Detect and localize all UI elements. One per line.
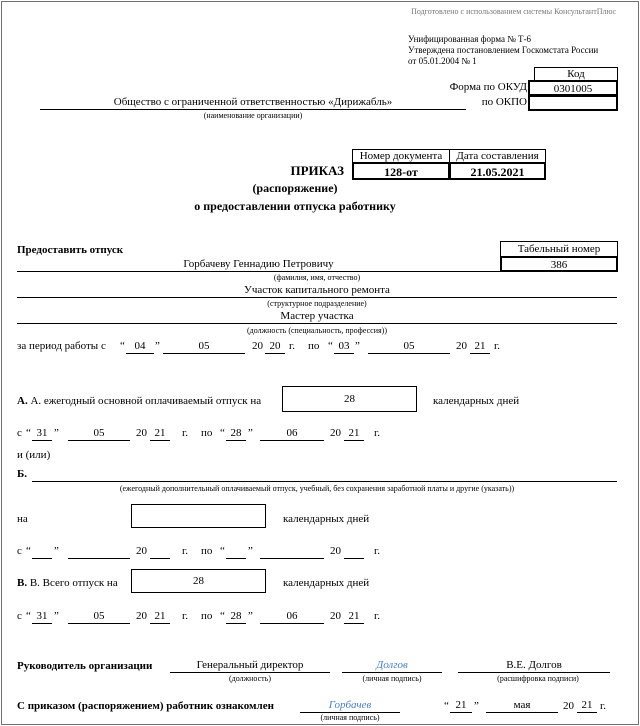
head-signature-caption: (личная подпись) bbox=[362, 674, 422, 683]
close-quote: ” bbox=[355, 340, 360, 352]
section-v-to-year: 21 bbox=[344, 610, 364, 624]
section-b-label: Б. bbox=[17, 468, 28, 480]
employee-department: Участок капитального ремонта bbox=[17, 284, 617, 298]
section-a-from-year-prefix: 20 bbox=[136, 427, 147, 439]
grant-label: Предоставить отпуск bbox=[17, 244, 124, 256]
open-quote: “ bbox=[444, 700, 449, 712]
close-quote: ” bbox=[155, 340, 160, 352]
section-v-from-year: 21 bbox=[150, 610, 170, 624]
section-a-days: 28 bbox=[282, 386, 417, 412]
open-quote: “ bbox=[220, 545, 225, 557]
tab-number-header: Табельный номер bbox=[500, 241, 618, 257]
form-header-line2: Утверждена постановлением Госкомстата России bbox=[408, 45, 599, 55]
okpo-label: по ОКПО bbox=[481, 96, 527, 108]
doc-number-header: Номер документа bbox=[352, 149, 450, 163]
okud-label: Форма по ОКУД bbox=[449, 81, 527, 93]
employee-name-caption: (фамилия, имя, отчество) bbox=[273, 273, 361, 282]
order-date: 21.05.2021 bbox=[449, 162, 546, 180]
section-b-to-month bbox=[260, 545, 324, 559]
work-to-year-prefix: 20 bbox=[456, 340, 467, 352]
work-from-year: 20 bbox=[265, 340, 285, 354]
section-b-to-day bbox=[226, 545, 246, 559]
open-quote: “ bbox=[220, 427, 225, 439]
acquainted-signature-caption: (личная подпись) bbox=[320, 713, 380, 722]
employee-name: Горбачеву Геннадию Петровичу bbox=[17, 258, 500, 272]
section-b-to-year bbox=[344, 545, 364, 559]
section-v-to-label: по bbox=[201, 610, 213, 622]
section-b-from-label: с bbox=[17, 545, 22, 557]
section-b-from-year bbox=[150, 545, 170, 559]
section-v-days-label: календарных дней bbox=[283, 577, 370, 589]
work-from-year-prefix: 20 bbox=[252, 340, 263, 352]
kod-header: Код bbox=[534, 67, 618, 81]
head-label: Руководитель организации bbox=[17, 660, 153, 672]
section-a-to-year: 21 bbox=[344, 427, 364, 441]
head-decoding-caption: (расшифровка подписи) bbox=[497, 674, 579, 683]
form-header-line1: Унифицированная форма № Т-6 bbox=[408, 34, 532, 44]
work-period-label: за период работы с bbox=[17, 340, 106, 352]
work-to-year-suffix: г. bbox=[494, 340, 501, 352]
section-a-to-year-prefix: 20 bbox=[330, 427, 341, 439]
close-quote: ” bbox=[474, 700, 479, 712]
employee-position: Мастер участка bbox=[17, 310, 617, 324]
head-position: Генеральный директор bbox=[170, 659, 330, 673]
acquainted-label: С приказом (распоряжением) работник ознакомлен bbox=[17, 700, 274, 712]
section-v-to-day: 28 bbox=[226, 610, 246, 624]
section-b-from-day bbox=[32, 545, 52, 559]
acquainted-year-suffix: г. bbox=[600, 700, 607, 712]
section-v-from-year-suffix: г. bbox=[182, 610, 189, 622]
open-quote: “ bbox=[220, 610, 225, 622]
work-from-month: 05 bbox=[163, 340, 245, 354]
open-quote: “ bbox=[26, 545, 31, 557]
department-caption: (структурное подразделение) bbox=[267, 299, 367, 308]
acquainted-signature: Горбачев bbox=[300, 699, 400, 713]
close-quote: ” bbox=[54, 610, 59, 622]
section-a-from-year: 21 bbox=[150, 427, 170, 441]
section-v-from-label: с bbox=[17, 610, 22, 622]
section-v-label: В. В. Всего отпуск на bbox=[17, 577, 118, 589]
section-v-text: В. Всего отпуск на bbox=[29, 577, 118, 589]
section-a-to-label: по bbox=[201, 427, 213, 439]
close-quote: ” bbox=[248, 427, 253, 439]
okpo-value bbox=[528, 95, 618, 111]
section-b-days-label: календарных дней bbox=[283, 513, 370, 525]
open-quote: “ bbox=[26, 427, 31, 439]
order-about: о предоставлении отпуска работнику bbox=[194, 199, 396, 213]
section-v-from-month: 05 bbox=[68, 610, 130, 624]
organization-name: Общество с ограниченной ответственностью «Дирижабль» bbox=[40, 96, 466, 110]
section-a-from-day: 31 bbox=[32, 427, 52, 441]
head-signature: Долгов bbox=[342, 659, 442, 673]
section-v-to-year-suffix: г. bbox=[374, 610, 381, 622]
close-quote: ” bbox=[54, 427, 59, 439]
date-header: Дата составления bbox=[449, 149, 546, 163]
close-quote: ” bbox=[248, 610, 253, 622]
section-a-days-label: календарных дней bbox=[433, 395, 520, 407]
order-title: ПРИКАЗ bbox=[290, 163, 344, 178]
work-to-month: 05 bbox=[368, 340, 450, 354]
head-decoding: В.Е. Долгов bbox=[458, 659, 610, 673]
section-v-to-month: 06 bbox=[260, 610, 324, 624]
work-to-day: 03 bbox=[334, 340, 354, 354]
acquainted-day: 21 bbox=[450, 699, 472, 713]
open-quote: “ bbox=[26, 610, 31, 622]
acquainted-year-prefix: 20 bbox=[563, 700, 574, 712]
section-b-na-label: на bbox=[17, 513, 28, 525]
open-quote: “ bbox=[120, 340, 125, 352]
section-v-to-year-prefix: 20 bbox=[330, 610, 341, 622]
section-b-caption: (ежегодный дополнительный оплачиваемый отпуск, учебный, без сохранения заработной платы и другие (указать)) bbox=[119, 484, 515, 493]
acquainted-year: 21 bbox=[577, 699, 597, 713]
section-a-to-day: 28 bbox=[226, 427, 246, 441]
section-a-from-label: с bbox=[17, 427, 22, 439]
work-from-year-suffix: г. bbox=[289, 340, 296, 352]
close-quote: ” bbox=[248, 545, 253, 557]
prepared-note: Подготовлено с использованием системы КонсультантПлюс bbox=[411, 7, 616, 16]
section-b-from-year-suffix: г. bbox=[182, 545, 189, 557]
section-a-from-month: 05 bbox=[68, 427, 130, 441]
and-or-label: и (или) bbox=[17, 449, 51, 461]
open-quote: “ bbox=[328, 340, 333, 352]
form-header-line3: от 05.01.2004 № 1 bbox=[408, 56, 477, 66]
okud-value: 0301005 bbox=[528, 80, 618, 96]
work-from-day: 04 bbox=[126, 340, 154, 354]
order-number: 128-от bbox=[352, 162, 450, 180]
section-b-to-year-suffix: г. bbox=[374, 545, 381, 557]
section-a-to-year-suffix: г. bbox=[374, 427, 381, 439]
section-b-to-label: по bbox=[201, 545, 213, 557]
section-a-text: А. ежегодный основной оплачиваемый отпуск на bbox=[30, 395, 262, 407]
order-subtitle: (распоряжение) bbox=[252, 181, 338, 195]
section-v-days: 28 bbox=[131, 569, 266, 593]
section-a-to-month: 06 bbox=[260, 427, 324, 441]
head-position-caption: (должность) bbox=[229, 674, 271, 683]
section-b-days bbox=[131, 504, 266, 528]
section-v-from-day: 31 bbox=[32, 610, 52, 624]
work-to-year: 21 bbox=[470, 340, 490, 354]
organization-caption: (наименование организации) bbox=[203, 111, 303, 120]
section-v-from-year-prefix: 20 bbox=[136, 610, 147, 622]
work-to-label: по bbox=[308, 340, 320, 352]
section-a-label: А. А. ежегодный основной оплачиваемый отпуск на bbox=[17, 395, 262, 407]
section-b-to-year-prefix: 20 bbox=[330, 545, 341, 557]
section-b-line bbox=[32, 468, 617, 482]
section-a-from-year-suffix: г. bbox=[182, 427, 189, 439]
position-caption: (должность (специальность, профессия)) bbox=[247, 326, 387, 335]
close-quote: ” bbox=[54, 545, 59, 557]
acquainted-month: мая bbox=[486, 699, 558, 713]
section-b-from-month bbox=[68, 545, 130, 559]
section-b-from-year-prefix: 20 bbox=[136, 545, 147, 557]
tab-number-value: 386 bbox=[500, 256, 618, 272]
